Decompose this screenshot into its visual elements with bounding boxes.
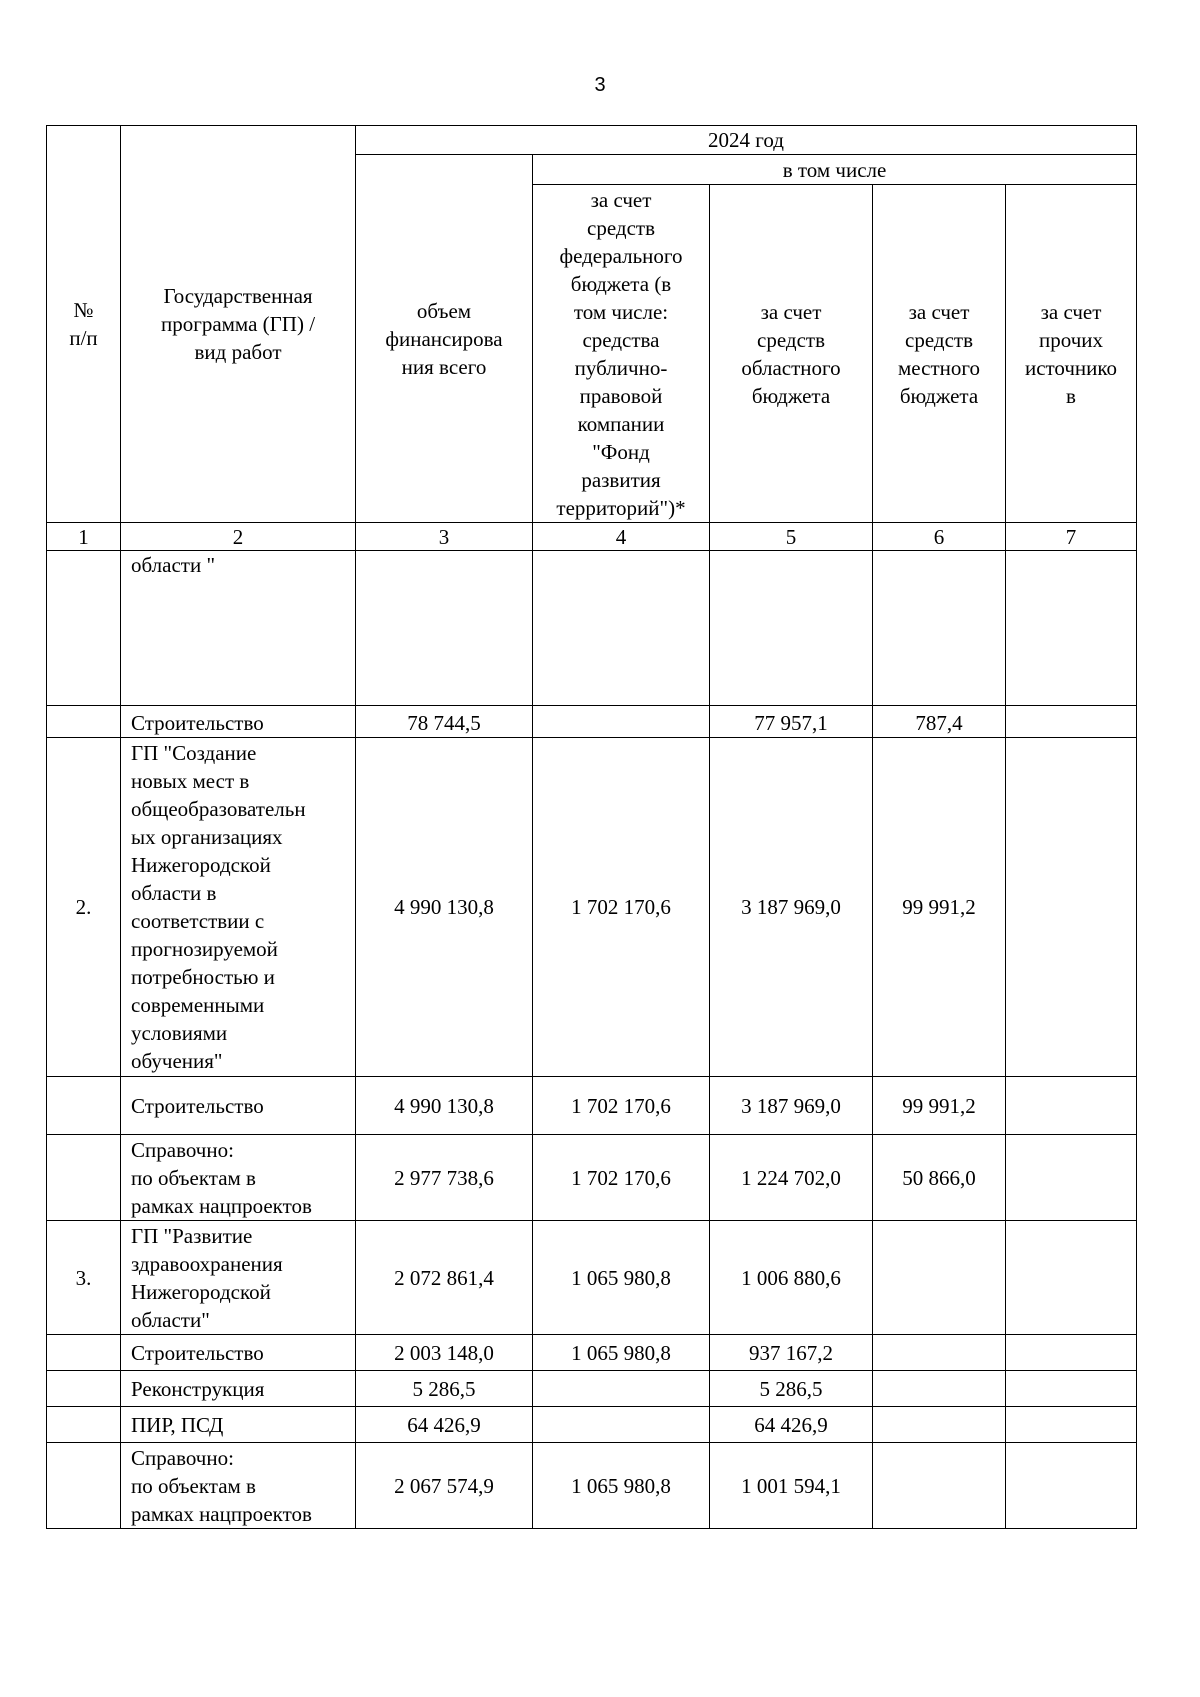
row-regional: 937 167,2 [710,1335,873,1371]
row-federal [533,706,710,738]
row-other [1006,706,1137,738]
row-other [1006,551,1137,706]
row-federal: 1 702 170,6 [533,738,710,1077]
row-other [1006,1335,1137,1371]
row-total: 5 286,5 [356,1371,533,1407]
header-num: № п/п [47,126,121,523]
row-num [47,1443,121,1529]
table-row [47,1135,1137,1221]
row-name: Справочно: по объектам в рамках нацпроектов [121,1135,356,1221]
row-name: Справочно: по объектам в рамках нацпроектов [121,1443,356,1529]
row-local: 50 866,0 [873,1135,1006,1221]
row-federal: 1 065 980,8 [533,1221,710,1335]
row-num [47,551,121,706]
row-num: 3. [47,1221,121,1335]
row-local: 99 991,2 [873,738,1006,1077]
row-local [873,1443,1006,1529]
row-other [1006,1407,1137,1443]
column-number: 7 [1006,523,1137,551]
column-number: 1 [47,523,121,551]
row-num [47,1335,121,1371]
row-other [1006,1077,1137,1135]
row-regional: 77 957,1 [710,706,873,738]
financing-table [46,125,1137,1529]
row-other [1006,1371,1137,1407]
row-total: 2 977 738,6 [356,1135,533,1221]
row-other [1006,1443,1137,1529]
row-regional: 1 224 702,0 [710,1135,873,1221]
table-row [47,1407,1137,1443]
table-row [47,706,1137,738]
row-name: ПИР, ПСД [121,1407,356,1443]
row-federal: 1 065 980,8 [533,1335,710,1371]
table-row [47,1335,1137,1371]
column-number: 4 [533,523,710,551]
row-total: 4 990 130,8 [356,738,533,1077]
row-regional: 64 426,9 [710,1407,873,1443]
row-other [1006,738,1137,1077]
row-total: 2 072 861,4 [356,1221,533,1335]
row-total [356,551,533,706]
header-local: за счет средств местного бюджета [873,185,1006,523]
row-federal: 1 065 980,8 [533,1443,710,1529]
table-row [47,1221,1137,1335]
table-row [47,551,1137,706]
header-other: за счет прочих источнико в [1006,185,1137,523]
row-regional: 3 187 969,0 [710,738,873,1077]
row-regional: 3 187 969,0 [710,1077,873,1135]
row-num [47,1135,121,1221]
row-total: 2 003 148,0 [356,1335,533,1371]
row-total: 64 426,9 [356,1407,533,1443]
header-regional: за счет средств областного бюджета [710,185,873,523]
row-num [47,1077,121,1135]
row-name: Строительство [121,706,356,738]
row-total: 78 744,5 [356,706,533,738]
row-local [873,551,1006,706]
table-row [47,1443,1137,1529]
row-name: Строительство [121,1077,356,1135]
row-local: 99 991,2 [873,1077,1006,1135]
row-regional: 5 286,5 [710,1371,873,1407]
header-federal: за счет средств федерального бюджета (в том числе: средства публично- правовой компании "Фонд развития территорий")* [533,185,710,523]
row-other [1006,1135,1137,1221]
header-year: 2024 год [356,126,1137,155]
table-row [47,1077,1137,1135]
row-federal: 1 702 170,6 [533,1077,710,1135]
column-number: 5 [710,523,873,551]
row-name: Строительство [121,1335,356,1371]
row-name: области " [121,551,356,706]
column-number: 3 [356,523,533,551]
row-num [47,706,121,738]
row-name: ГП "Развитие здравоохранения Нижегородской области" [121,1221,356,1335]
row-federal [533,1371,710,1407]
row-local [873,1335,1006,1371]
row-num [47,1371,121,1407]
row-num: 2. [47,738,121,1077]
row-regional: 1 001 594,1 [710,1443,873,1529]
row-local: 787,4 [873,706,1006,738]
header-including: в том числе [533,155,1137,185]
table-row [47,1371,1137,1407]
row-name: ГП "Создание новых мест в общеобразовательн ых организациях Нижегородской области в соответствии с прогнозируемой потребностью и современными условиями обучения" [121,738,356,1077]
row-federal: 1 702 170,6 [533,1135,710,1221]
row-name: Реконструкция [121,1371,356,1407]
row-local [873,1221,1006,1335]
header-total: объем финансирова ния всего [356,155,533,523]
column-number: 6 [873,523,1006,551]
row-num [47,1407,121,1443]
row-regional [710,551,873,706]
row-local [873,1371,1006,1407]
row-federal [533,1407,710,1443]
row-federal [533,551,710,706]
table-row [47,738,1137,1077]
header-program: Государственная программа (ГП) / вид работ [121,126,356,523]
row-regional: 1 006 880,6 [710,1221,873,1335]
column-number: 2 [121,523,356,551]
page-number: 3 [594,74,606,96]
row-local [873,1407,1006,1443]
row-total: 4 990 130,8 [356,1077,533,1135]
row-other [1006,1221,1137,1335]
row-total: 2 067 574,9 [356,1443,533,1529]
